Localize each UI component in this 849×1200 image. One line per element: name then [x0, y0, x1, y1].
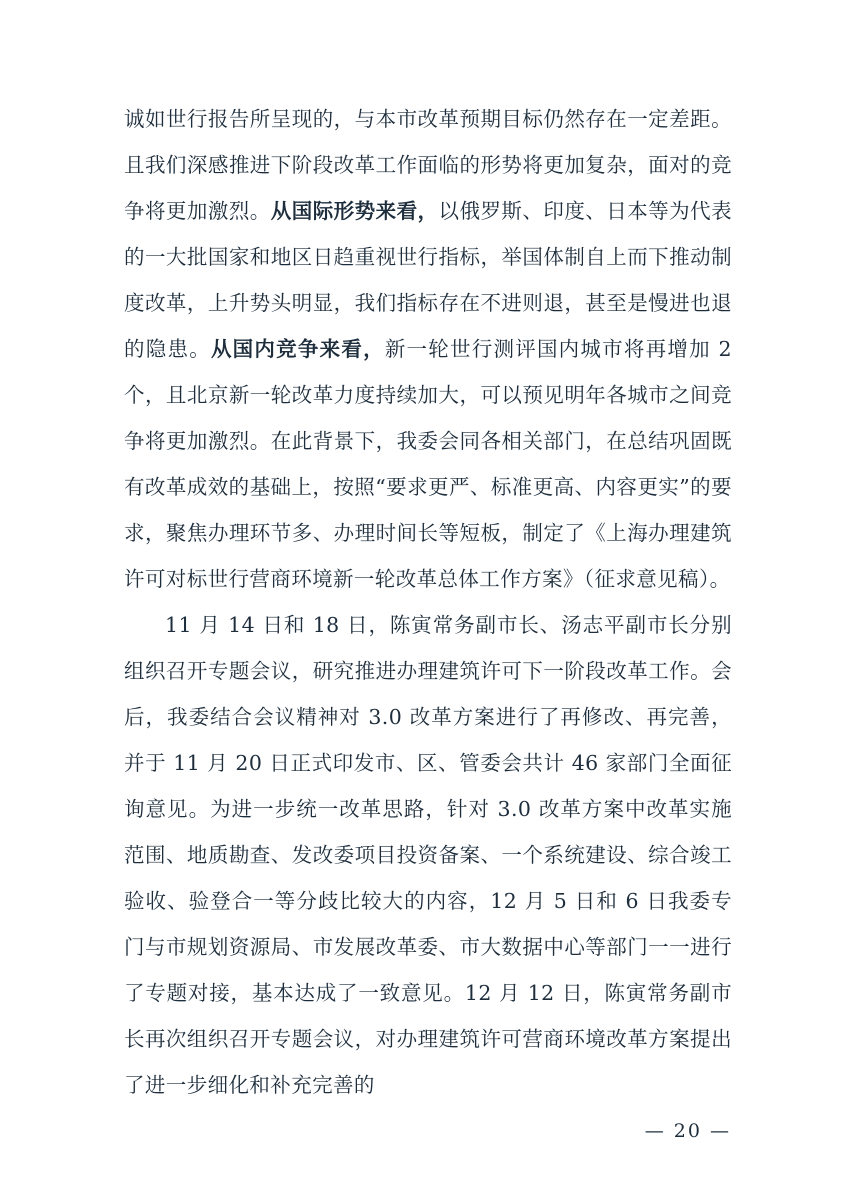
text-run: 诚如世行报告所呈现的，与本市改革预期目标仍然存在一定差距。且我们深感推进下阶段改革工作面临的形势将更加复杂，面对的竞争将更加激烈。 — [124, 107, 732, 223]
text-run: 以俄罗斯、印度、日本等为代表的一大批国家和地区日趋重视世行指标，举国体制自上而下推动制度改革，上升势头明显，我们指标存在不进则退，甚至是慢进也退的隐患。 — [124, 199, 733, 361]
text-run: 11 月 14 日和 18 日，陈寅常务副市长、汤志平副市长分别组织召开专题会议，研究推进办理建筑许可下一阶段改革工作。会后，我委结合会议精神对 3.0 改革方案进行了再修改、再完善，并于 11 月 20 日正式印发市、区、管委会共计 46 家部门全面征询意见。为进一步统一改革思路，针对 3.0 改革方案中改革实施范围、地质勘查、发改委项目投资备案、一个系统建设、综合竣工验收、验登合一等分歧比较大的内容，12 月 5 日和 6 日我委专门与市规划资源局、市发展改革委、市大数据中心等部门一一进行了专题对接，基本达成了一致意见。12 月 12 日，陈寅常务副市长再次组织召开专题会议，对办理建筑许可营商环境改革方案提出了进一步细化和补充完善的 — [124, 613, 732, 1097]
paragraph-1 — [124, 96, 732, 602]
page-number: — 20 — — [644, 1120, 731, 1142]
document-body — [124, 96, 732, 1108]
text-run: 新一轮世行测评国内城市将再增加 2 个，且北京新一轮改革力度持续加大，可以预见明年各城市之间竞争将更加激烈。在此背景下，我委会同各相关部门，在总结巩固既有改革成效的基础上，按照“要求更严、标准更高、内容更实”的要求，聚焦办理环节多、办理时间长等短板，制定了《上海办理建筑许可对标世行营商环境新一轮改革总体工作方案》（征求意见稿）。 — [124, 337, 733, 591]
paragraph-2 — [124, 602, 732, 1108]
emphasis-run: 从国际形势来看， — [270, 199, 439, 223]
emphasis-run: 从国内竞争来看， — [210, 337, 385, 361]
